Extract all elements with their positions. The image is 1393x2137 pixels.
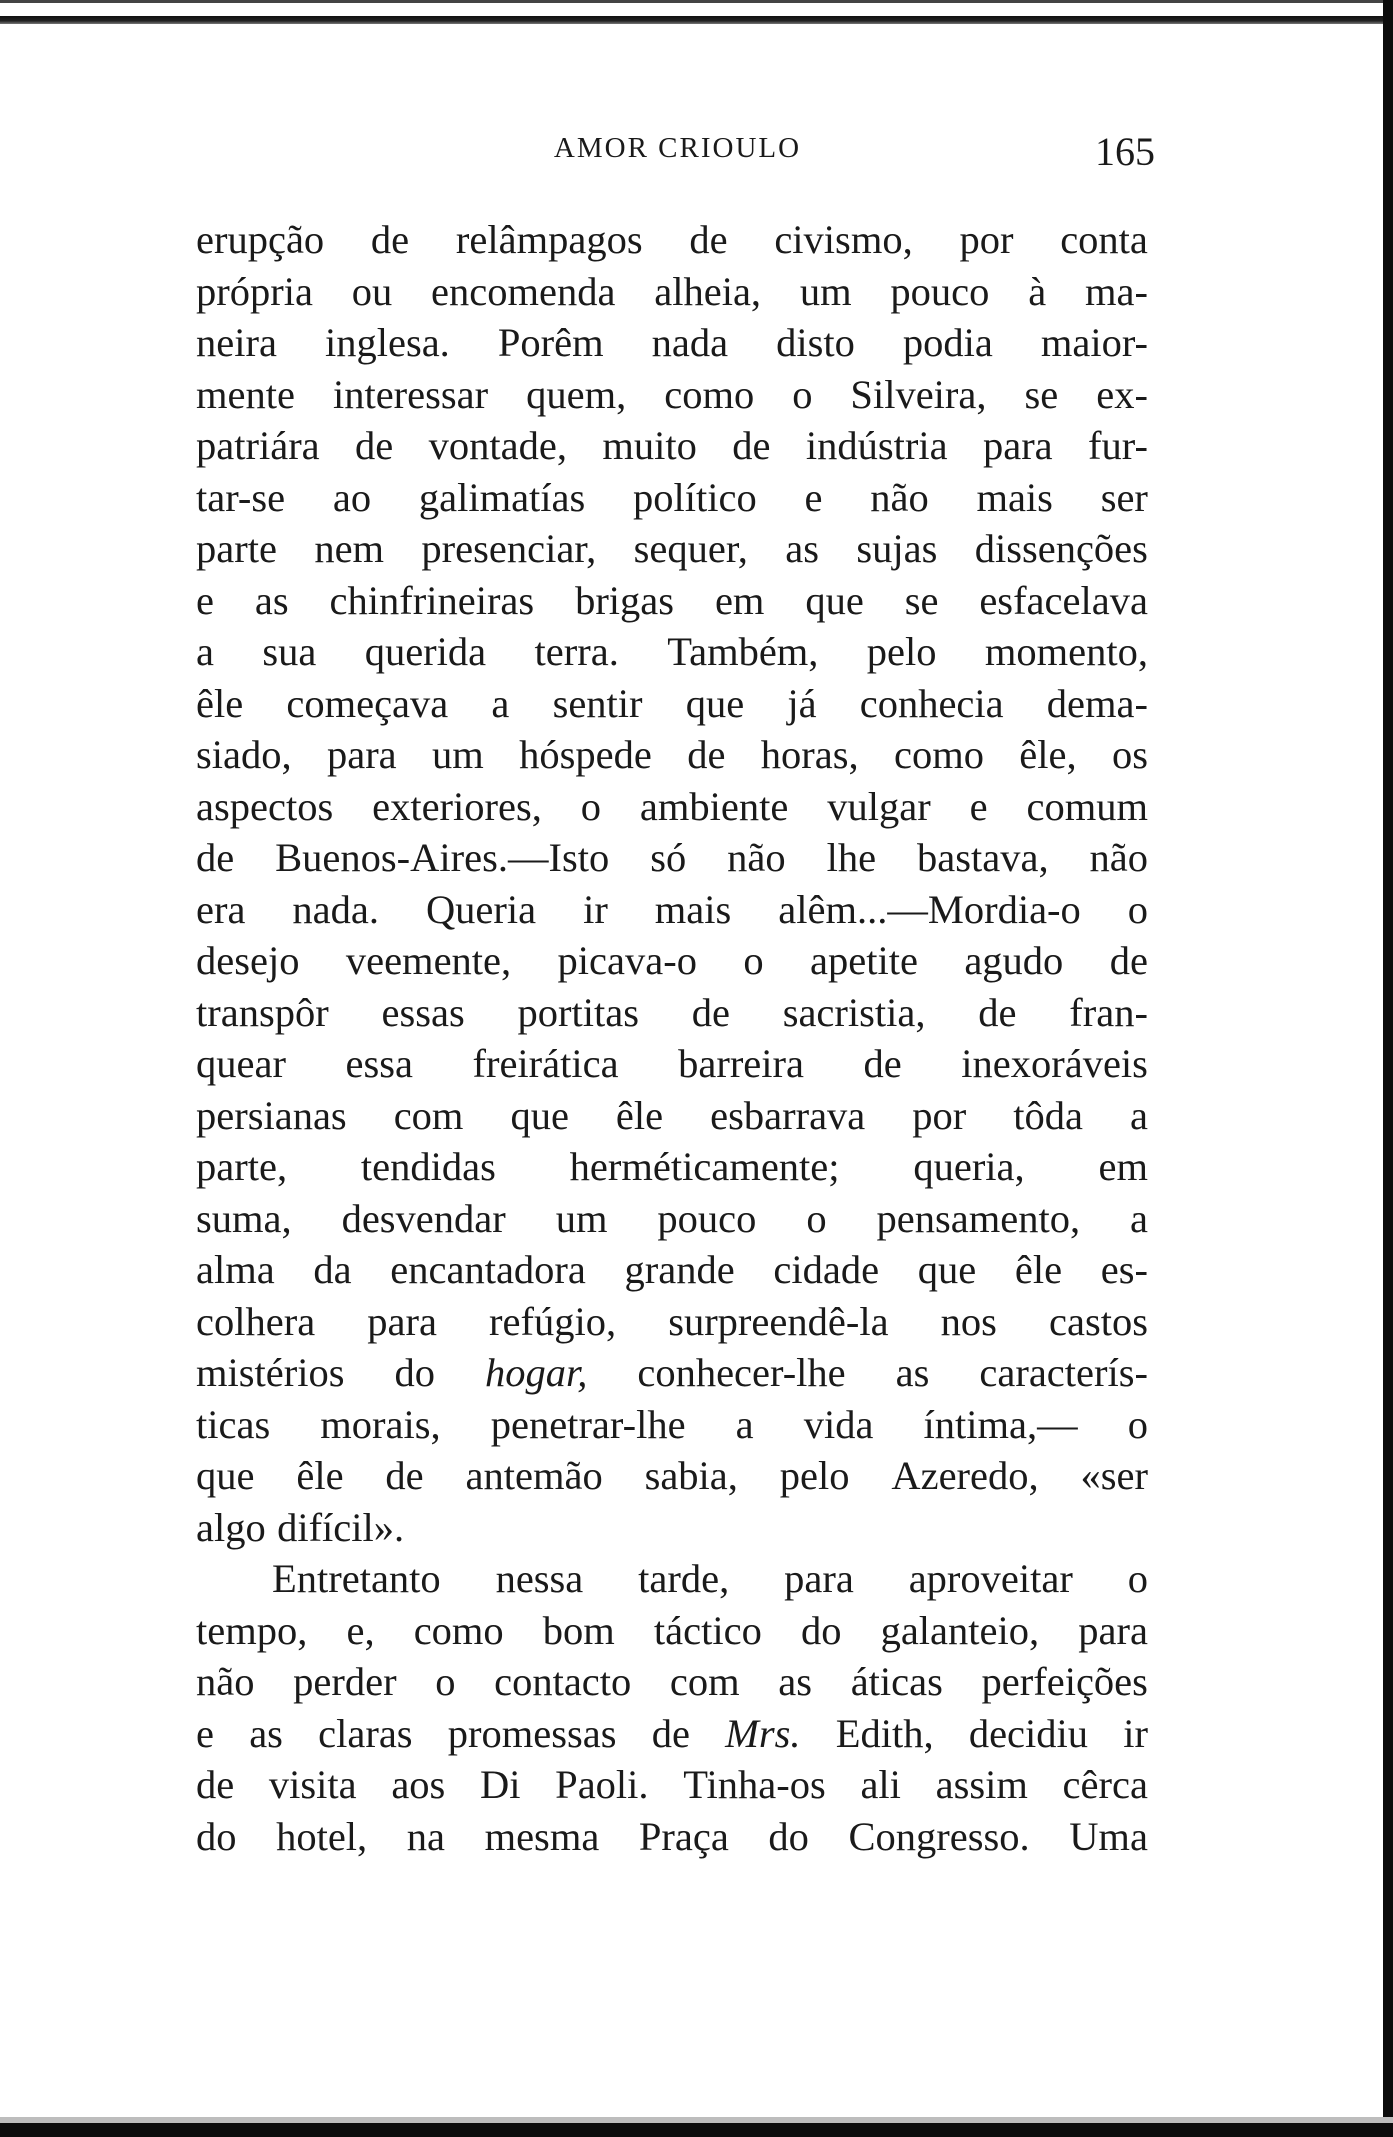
word: do xyxy=(394,1350,435,1395)
word: esbarrava xyxy=(710,1092,866,1138)
word: vulgar xyxy=(827,783,931,829)
word: interessar xyxy=(332,371,489,417)
word: de xyxy=(196,1762,235,1807)
word: mesma xyxy=(484,1813,600,1859)
text-line xyxy=(196,729,1148,781)
text-line xyxy=(196,678,1148,730)
word: que xyxy=(805,577,864,623)
word: de xyxy=(863,1041,902,1086)
word: o xyxy=(743,938,764,983)
word: que xyxy=(510,1092,569,1138)
word: à xyxy=(1028,268,1047,314)
word: momento, xyxy=(984,629,1148,674)
word: sabia, xyxy=(644,1453,738,1498)
text-line xyxy=(196,1347,1148,1399)
word: terra. xyxy=(534,629,619,674)
word: pelo xyxy=(866,629,937,674)
word: relâmpagos xyxy=(455,217,643,262)
word: lhe xyxy=(826,835,877,880)
text-line xyxy=(196,472,1148,524)
word: aproveitar xyxy=(908,1556,1073,1601)
word: o xyxy=(435,1659,456,1704)
word: e xyxy=(969,783,988,829)
word: de xyxy=(732,423,771,468)
word: ir xyxy=(583,886,608,932)
word: cêrca xyxy=(1062,1762,1148,1807)
word: de xyxy=(691,989,730,1035)
word: êle xyxy=(296,1453,344,1498)
word: herméticamente; xyxy=(569,1144,840,1189)
word: por xyxy=(912,1092,967,1138)
text-line xyxy=(196,1038,1148,1090)
word: fran- xyxy=(1069,989,1148,1035)
word: hogar, xyxy=(484,1350,588,1395)
word: mais xyxy=(976,474,1053,520)
word: conta xyxy=(1060,217,1148,262)
text-line xyxy=(196,369,1148,421)
word: político xyxy=(633,474,757,520)
word: êle xyxy=(196,680,244,726)
word: freirática xyxy=(472,1041,619,1086)
word: ticas xyxy=(196,1401,271,1447)
word: vida xyxy=(803,1401,874,1447)
word: difícil». xyxy=(277,1504,405,1550)
word: grande xyxy=(624,1247,735,1292)
text-line xyxy=(196,214,1148,266)
word: as xyxy=(778,1659,813,1704)
text-line xyxy=(196,523,1148,575)
word: Edith, xyxy=(835,1710,934,1756)
word: a xyxy=(196,629,214,674)
text-line xyxy=(196,1244,1148,1296)
text-line xyxy=(196,575,1148,627)
word: de xyxy=(355,423,394,468)
word: de xyxy=(1109,938,1148,983)
word: pensamento, xyxy=(876,1195,1081,1241)
text-line xyxy=(196,1090,1148,1142)
word: castos xyxy=(1049,1298,1148,1344)
word: Queria xyxy=(425,886,537,932)
word: apetite xyxy=(810,938,918,983)
word: do xyxy=(196,1813,237,1859)
word: «ser xyxy=(1080,1453,1148,1498)
word: tôda xyxy=(1013,1092,1084,1138)
word: dissenções xyxy=(974,526,1148,571)
word: e xyxy=(196,1710,214,1756)
word: inexoráveis xyxy=(961,1041,1148,1086)
word: os xyxy=(1111,732,1148,777)
word: es- xyxy=(1100,1247,1148,1292)
word: um xyxy=(555,1195,608,1241)
word: para xyxy=(1078,1607,1148,1653)
word: bom xyxy=(542,1607,615,1653)
word: veemente, xyxy=(345,938,512,983)
word: assim xyxy=(935,1762,1028,1807)
text-line xyxy=(196,1502,1148,1554)
word: sentir xyxy=(552,680,643,726)
word: êle, xyxy=(1019,732,1077,777)
word: indústria xyxy=(805,423,948,468)
word: ou xyxy=(351,268,393,314)
word: agudo xyxy=(964,938,1064,983)
word: conhecia xyxy=(859,680,1004,726)
word: persianas xyxy=(196,1092,347,1138)
word: para xyxy=(982,423,1053,468)
word: desvendar xyxy=(341,1195,506,1241)
word: algo xyxy=(196,1504,266,1550)
word: mistérios xyxy=(196,1350,345,1395)
running-title: AMOR CRIOULO xyxy=(553,132,802,164)
word: galimatías xyxy=(418,474,586,520)
word: íntima,— xyxy=(923,1401,1078,1447)
word: fur- xyxy=(1088,423,1148,468)
text-line xyxy=(196,1656,1148,1708)
word: querida xyxy=(364,629,487,674)
word: ma- xyxy=(1084,268,1148,314)
text-line xyxy=(196,987,1148,1039)
word: com xyxy=(669,1659,740,1704)
word: já xyxy=(787,680,817,726)
page-number: 165 xyxy=(1095,129,1155,174)
word: como xyxy=(893,732,984,777)
word: pouco xyxy=(890,268,990,314)
word: não xyxy=(1089,835,1148,880)
word: as xyxy=(895,1350,930,1395)
word: transpôr xyxy=(196,989,329,1035)
word: de xyxy=(651,1710,690,1756)
word: de xyxy=(385,1453,424,1498)
word: Entretanto xyxy=(272,1556,441,1601)
word: aspectos xyxy=(196,783,334,829)
word: refúgio, xyxy=(489,1298,617,1344)
word: que xyxy=(917,1247,977,1292)
word: pouco xyxy=(657,1195,757,1241)
word: caracterís- xyxy=(979,1350,1148,1395)
word: a xyxy=(491,680,510,726)
text-line xyxy=(196,884,1148,936)
word: da xyxy=(313,1247,352,1292)
word: mente xyxy=(196,371,295,417)
word: surpreendê-la xyxy=(668,1298,889,1344)
word: só xyxy=(650,835,687,880)
word: Tinha-os xyxy=(683,1762,826,1807)
word: Também, xyxy=(667,629,819,674)
word: se xyxy=(904,577,939,623)
word: quear xyxy=(196,1041,286,1086)
word: que xyxy=(196,1453,255,1498)
text-line xyxy=(196,1296,1148,1348)
word: começava xyxy=(286,680,449,726)
word: de xyxy=(370,217,410,262)
word: exteriores, xyxy=(372,783,542,829)
word: e xyxy=(196,577,214,623)
word: do xyxy=(800,1607,842,1653)
text-line xyxy=(196,317,1148,369)
word: perfeições xyxy=(981,1659,1148,1704)
text-line xyxy=(196,1553,1148,1605)
word: brigas xyxy=(575,577,675,623)
word: galanteio, xyxy=(880,1607,1040,1653)
word: patriára xyxy=(196,423,320,468)
word: muito xyxy=(602,423,697,468)
text-line xyxy=(196,1141,1148,1193)
word: para xyxy=(784,1556,854,1601)
word: de xyxy=(689,217,728,262)
word: mais xyxy=(654,886,732,932)
word: hotel, xyxy=(276,1813,368,1859)
word: o xyxy=(1127,1401,1148,1447)
word: vontade, xyxy=(428,423,567,468)
word: quem, xyxy=(526,371,627,417)
word: por xyxy=(959,217,1014,262)
word: Buenos-Aires.—Isto xyxy=(275,835,610,880)
word: para xyxy=(326,732,397,777)
word: nada xyxy=(651,320,729,365)
word: inglesa. xyxy=(324,320,450,365)
page-bottom-edge xyxy=(0,2123,1393,2137)
word: barreira xyxy=(678,1041,804,1086)
word: um xyxy=(799,268,852,314)
word: sua xyxy=(262,629,317,674)
word: presenciar, xyxy=(421,526,597,571)
word: horas, xyxy=(760,732,859,777)
word: morais, xyxy=(320,1401,441,1447)
text-line xyxy=(196,935,1148,987)
word: as xyxy=(785,526,819,571)
word: essa xyxy=(345,1041,413,1086)
word: a xyxy=(1130,1195,1148,1241)
word: portitas xyxy=(517,989,639,1035)
word: decidiu xyxy=(968,1710,1089,1756)
word: êle xyxy=(615,1092,664,1138)
word: siado, xyxy=(196,732,292,777)
word: conhecer-lhe xyxy=(637,1350,846,1395)
word: as xyxy=(254,577,289,623)
word: parte xyxy=(196,526,277,571)
word: de xyxy=(687,732,726,777)
word: hóspede xyxy=(519,732,652,777)
word: na xyxy=(406,1813,445,1859)
page-top-rule xyxy=(0,16,1393,24)
word: Praça xyxy=(638,1813,729,1859)
word: o xyxy=(1127,1556,1148,1601)
text-line xyxy=(196,1193,1148,1245)
word: penetrar-lhe xyxy=(490,1401,686,1447)
body-text xyxy=(196,214,1148,1862)
word: táctico xyxy=(653,1607,762,1653)
word: do xyxy=(768,1813,809,1859)
word: nos xyxy=(940,1298,997,1344)
word: a xyxy=(1130,1092,1148,1138)
word: podia xyxy=(902,320,993,365)
word: sacristia, xyxy=(782,989,926,1035)
word: aos xyxy=(391,1762,446,1807)
word: nem xyxy=(314,526,385,571)
word: a xyxy=(735,1401,754,1447)
word: encantadora xyxy=(390,1247,586,1292)
word: Uma xyxy=(1069,1813,1148,1859)
text-line xyxy=(196,1399,1148,1451)
text-line xyxy=(196,626,1148,678)
word: o xyxy=(792,371,813,417)
word: nessa xyxy=(495,1556,584,1601)
text-line xyxy=(196,781,1148,833)
page-header xyxy=(200,128,1155,178)
word: sequer, xyxy=(633,526,748,571)
word: claras xyxy=(318,1710,413,1756)
word: não xyxy=(196,1659,255,1704)
word: o xyxy=(580,783,602,829)
word: alma xyxy=(196,1247,275,1292)
text-line xyxy=(196,1759,1148,1811)
word: de xyxy=(978,989,1017,1035)
word: colhera xyxy=(196,1298,316,1344)
word: Paoli. xyxy=(555,1762,649,1807)
word: Azeredo, xyxy=(891,1453,1039,1498)
text-line xyxy=(196,266,1148,318)
word: nada. xyxy=(292,886,379,932)
word: esfacelava xyxy=(979,577,1148,623)
word: um xyxy=(432,732,484,777)
word: não xyxy=(727,835,786,880)
word: sujas xyxy=(856,526,938,571)
page-top-border xyxy=(0,0,1393,3)
word: alheia, xyxy=(654,268,762,314)
word: como xyxy=(413,1607,504,1653)
text-line xyxy=(196,1708,1148,1760)
word: Porêm xyxy=(497,320,604,365)
word: picava-o xyxy=(557,938,697,983)
word: pelo xyxy=(779,1453,850,1498)
page-right-edge xyxy=(1383,0,1393,2137)
word: cidade xyxy=(773,1247,880,1292)
word: disto xyxy=(776,320,855,365)
word: ser xyxy=(1100,474,1148,520)
word: êle xyxy=(1014,1247,1063,1292)
word: ex- xyxy=(1096,371,1148,417)
word: as xyxy=(249,1710,283,1756)
word: Mrs. xyxy=(725,1710,801,1756)
word: Silveira, xyxy=(850,371,987,417)
word: contacto xyxy=(494,1659,632,1704)
word: ali xyxy=(860,1762,901,1807)
word: tendidas xyxy=(360,1144,496,1189)
text-line xyxy=(196,420,1148,472)
word: áticas xyxy=(850,1659,943,1704)
word: alêm...—Mordia-o xyxy=(778,886,1081,932)
word: queria, xyxy=(913,1144,1025,1189)
word: dema- xyxy=(1046,680,1148,726)
word: tempo, xyxy=(196,1607,308,1653)
word: de xyxy=(196,835,235,880)
word: o xyxy=(1127,886,1148,932)
word: visita xyxy=(268,1762,357,1807)
text-line xyxy=(196,1605,1148,1657)
word: perder xyxy=(293,1659,397,1704)
word: e xyxy=(804,474,823,520)
word: desejo xyxy=(196,938,300,983)
word: promessas xyxy=(447,1710,617,1756)
word: ir xyxy=(1123,1710,1148,1756)
text-line xyxy=(196,1811,1148,1863)
word: comum xyxy=(1026,783,1148,829)
word: suma, xyxy=(196,1195,292,1241)
word: civismo, xyxy=(774,217,913,262)
word: Di xyxy=(480,1762,521,1807)
text-line xyxy=(196,832,1148,884)
word: para xyxy=(367,1298,437,1344)
word: chinfrineiras xyxy=(329,577,535,623)
word: com xyxy=(393,1092,464,1138)
word: em xyxy=(1098,1144,1148,1189)
word: neira xyxy=(196,320,277,365)
word: ao xyxy=(332,474,372,520)
word: que xyxy=(685,680,745,726)
word: maior- xyxy=(1040,320,1148,365)
word: bastava, xyxy=(917,835,1049,880)
word: se xyxy=(1024,371,1059,417)
word: erupção xyxy=(196,217,325,262)
word: parte, xyxy=(196,1144,288,1189)
word: como xyxy=(664,371,755,417)
word: tarde, xyxy=(638,1556,730,1601)
word: o xyxy=(806,1195,827,1241)
text-line xyxy=(196,1450,1148,1502)
word: ambiente xyxy=(639,783,789,829)
word: essas xyxy=(381,989,465,1035)
word: não xyxy=(870,474,929,520)
word: encomenda xyxy=(431,268,616,314)
word: própria xyxy=(196,268,313,314)
word: em xyxy=(714,577,765,623)
word: era xyxy=(196,886,246,932)
word: tar-se xyxy=(196,474,286,520)
word: Congresso. xyxy=(848,1813,1030,1859)
word: e, xyxy=(346,1607,375,1653)
word: antemão xyxy=(465,1453,603,1498)
